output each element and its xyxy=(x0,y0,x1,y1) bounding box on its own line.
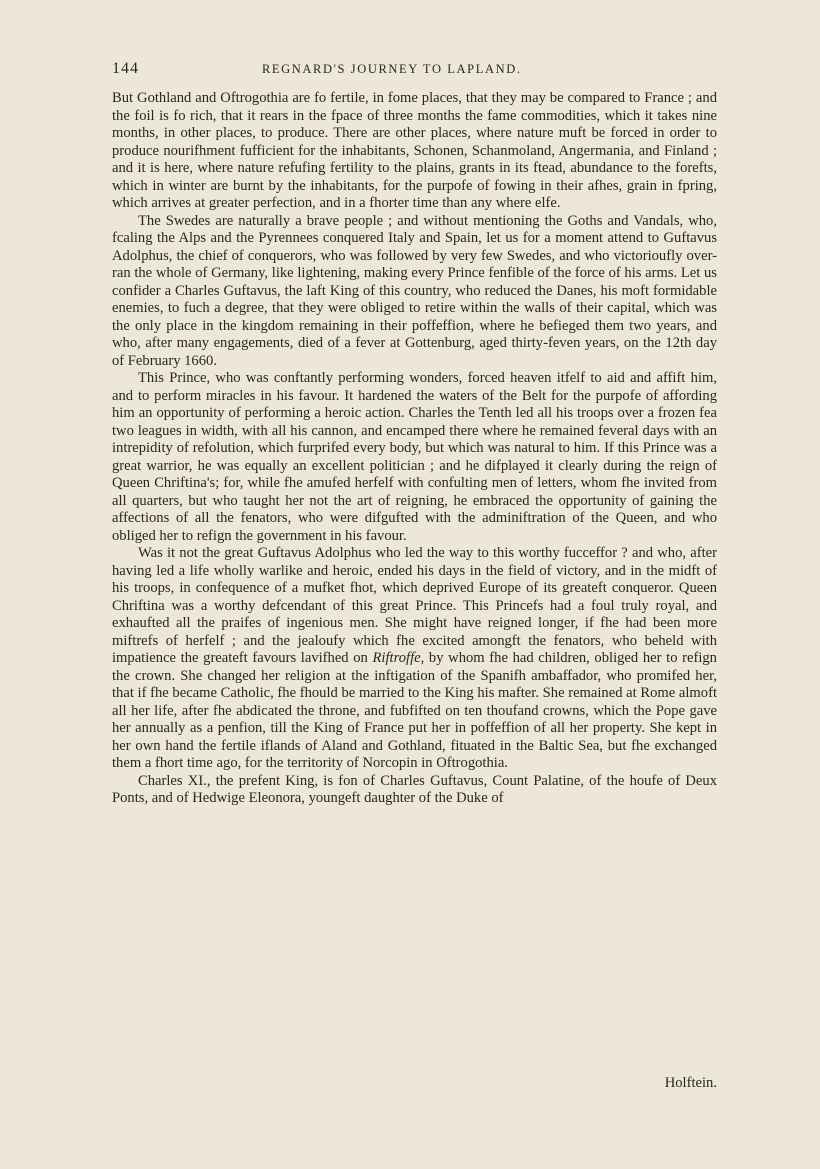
running-head xyxy=(112,60,712,84)
paragraph-3-text: This Prince, who was conftantly performing wonders, forced heaven itfelf to aid and affift him, and to perform miracles in his favour. It hardened the waters of the Belt for the purpofe of affording him an opportunity of performing a heroic action. Charles the Tenth led all his troops over a frozen fea two leagues in width, with all his cannon, and encamped there where he remained feveral days with an intrepidity of refolution, which furprifed every body, but which was natural to him. If this Prince was a great warrior, he was equally an excellent politician ; and he difplayed it clearly during the reign of Queen Chriftina's; for, while fhe amufed herfelf with confulting men of letters, whom fhe invited from all quarters, but who taught her not the art of reigning, he embraced the opportunity of gaining the affections of all the fenators, who were difgufted with the adminiftration of the Queen, and who obliged her to refign the government in his favour. xyxy=(112,370,717,544)
paragraph-4-text-b: , by whom fhe had children, obliged her to refign the crown. She changed her religion at the inftigation of the Spanifh ambaffador, who promifed her, that if fhe became Catholic, fhe fhould be married to the King his mafter. She remained at Rome almoft all her life, after fhe abdicated the throne, and fubfifted on ten thoufand crowns, which the Pope gave her annually as a penfion, till the King of France put her in poffeffion of all her property. She kept in her own hand the fertile iflands of Aland and Gothland, fituated in the Baltic Sea, but fhe exchanged them a fhort time ago, for the territority of Norcopin in Oftrogothia. xyxy=(112,650,717,771)
running-title: REGNARD'S JOURNEY TO LAPLAND. xyxy=(262,62,522,76)
catchword: Holftein. xyxy=(664,1075,717,1091)
paragraph-5 xyxy=(112,773,717,808)
paragraph-4 xyxy=(112,545,717,773)
paragraph-1-text: But Gothland and Oftrogothia are fo fertile, in fome places, that they may be compared to France ; and the foil is fo rich, that it rears in the fpace of three months the fame commodities, which it takes nine months, in other places, to produce. There are other places, where nature muft be forced in order to produce nourifhment fufficient for the inhabitants, Schonen, Schanmoland, Angermania, and Finland ; and it is here, where nature refufing fertility to the plains, grants in its ftead, abundance to the forefts, which in winter are burnt by the inhabitants, for the purpofe of fowing in their afhes, grain in fpring, which arrives at greater perfection, and in a fhorter time than any where elfe. xyxy=(112,90,717,211)
paragraph-4-text-a: Was it not the great Guftavus Adolphus who led the way to this worthy fucceffor ? and who, after having led a life wholly warlike and heroic, ended his days in the field of victory, and in the midft of his troops, in confequence of a mufket fhot, which deprived Europe of its greateft conqueror. Queen Chriftina was a worthy defcendant of this great Prince. This Princefs had a foul truly royal, and exhaufted all the praifes of ingenious men. She might have reigned longer, if fhe had been more miftrefs of herfelf ; and the jealoufy which fhe excited amongft the fenators, who beheld with impatience the greateft favours lavifhed on xyxy=(112,545,717,666)
paragraph-3 xyxy=(112,370,717,545)
page-number: 144 xyxy=(112,60,139,77)
paragraph-2-text: The Swedes are naturally a brave people ; and without mentioning the Goths and Vandals, who, fcaling the Alps and the Pyrennees conquered Italy and Spain, let us for a moment attend to Guftavus Adolphus, the chief of conquerors, who was followed by very few Swedes, and who victorioufly over-ran the whole of Germany, like lightening, making every Prince fenfible of the force of his arms. Let us confider a Charles Guftavus, the laft King of this country, who reduced the Danes, his moft formidable enemies, to fuch a degree, that they were obliged to retire within the walls of their capital, which was the only place in the kingdom remaining in their poffeffion, where he befieged them two years, and who, after many engagements, died of a fever at Gottenburg, aged thirty-feven years, on the 12th day of February 1660. xyxy=(112,212,717,369)
paragraph-1 xyxy=(112,90,717,213)
paragraph-4-italic-name: Riftroffe xyxy=(372,650,421,666)
paragraph-5-text: Charles XI., the prefent King, is fon of Charles Guftavus, Count Palatine, of the houfe of Deux Ponts, and of Hedwige Eleonora, youngeft daughter of the Duke of xyxy=(112,772,717,806)
paragraph-2 xyxy=(112,213,717,371)
body-text xyxy=(112,90,717,808)
